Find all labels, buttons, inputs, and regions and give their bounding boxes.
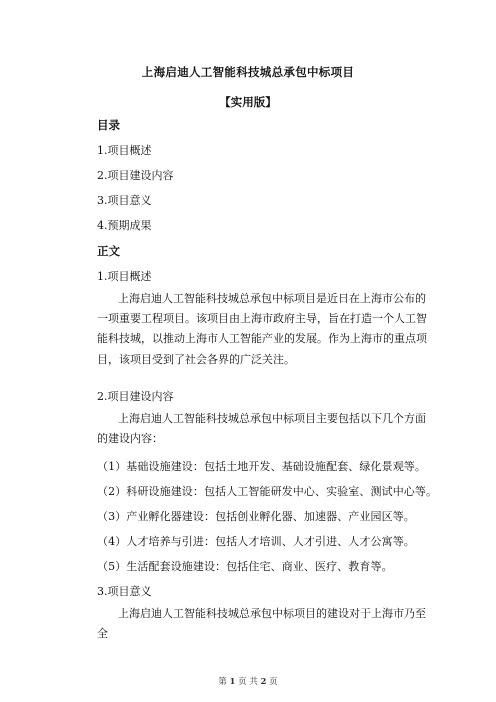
footer-page-number: 1 <box>229 677 236 687</box>
toc-item-2: 2.项目建设内容 <box>97 169 174 182</box>
section-1-heading: 1.项目概述 <box>97 270 152 283</box>
section-3-paragraph <box>97 604 427 644</box>
document-subtitle: 【实用版】 <box>219 95 277 109</box>
section-2-heading: 2.项目建设内容 <box>97 390 174 403</box>
section-1-paragraph <box>97 289 427 370</box>
section-1-text: 上海启迪人工智能科技城总承包中标项目是近日在上海市公布的一项重要工程项目。该项目由上海市政府主导，旨在打造一个人工智能科技城，以推动上海市人工智能产业的发展。作为上海市的重点项目，该项目受到了社会各界的广泛关注。 <box>97 292 427 366</box>
section-2-item-3: （3）产业孵化器建设：包括创业孵化器、加速器、产业园区等。 <box>97 510 415 523</box>
section-2-item-5: （5）生活配套设施建设：包括住宅、商业、医疗、教育等。 <box>97 560 393 573</box>
page-footer <box>0 675 496 687</box>
toc-item-4: 4.预期成果 <box>97 219 152 232</box>
section-2-text: 上海启迪人工智能科技城总承包中标项目主要包括以下几个方面的建设内容： <box>97 412 426 446</box>
section-3-text: 上海启迪人工智能科技城总承包中标项目的建设对于上海市乃至全 <box>97 607 426 641</box>
section-3-heading: 3.项目意义 <box>97 585 152 598</box>
footer-prefix: 第 <box>218 677 227 687</box>
section-2-paragraph <box>97 409 427 449</box>
toc-item-1: 1.项目概述 <box>97 144 152 157</box>
body-heading: 正文 <box>97 244 120 258</box>
footer-total-pages: 2 <box>260 677 267 687</box>
footer-suffix: 页 <box>269 677 278 687</box>
section-2-item-1: （1）基础设施建设：包括土地开发、基础设施配套、绿化景观等。 <box>97 460 426 473</box>
section-2-item-2: （2）科研设施建设：包括人工智能研发中心、实验室、测试中心等。 <box>97 485 438 498</box>
section-2-item-4: （4）人才培养与引进：包括人才培训、人才引进、人才公寓等。 <box>97 535 415 548</box>
toc-item-3: 3.项目意义 <box>97 194 152 207</box>
footer-mid: 页 共 <box>238 677 258 687</box>
toc-heading: 目录 <box>97 118 120 132</box>
document-title: 上海启迪人工智能科技城总承包中标项目 <box>141 65 355 79</box>
